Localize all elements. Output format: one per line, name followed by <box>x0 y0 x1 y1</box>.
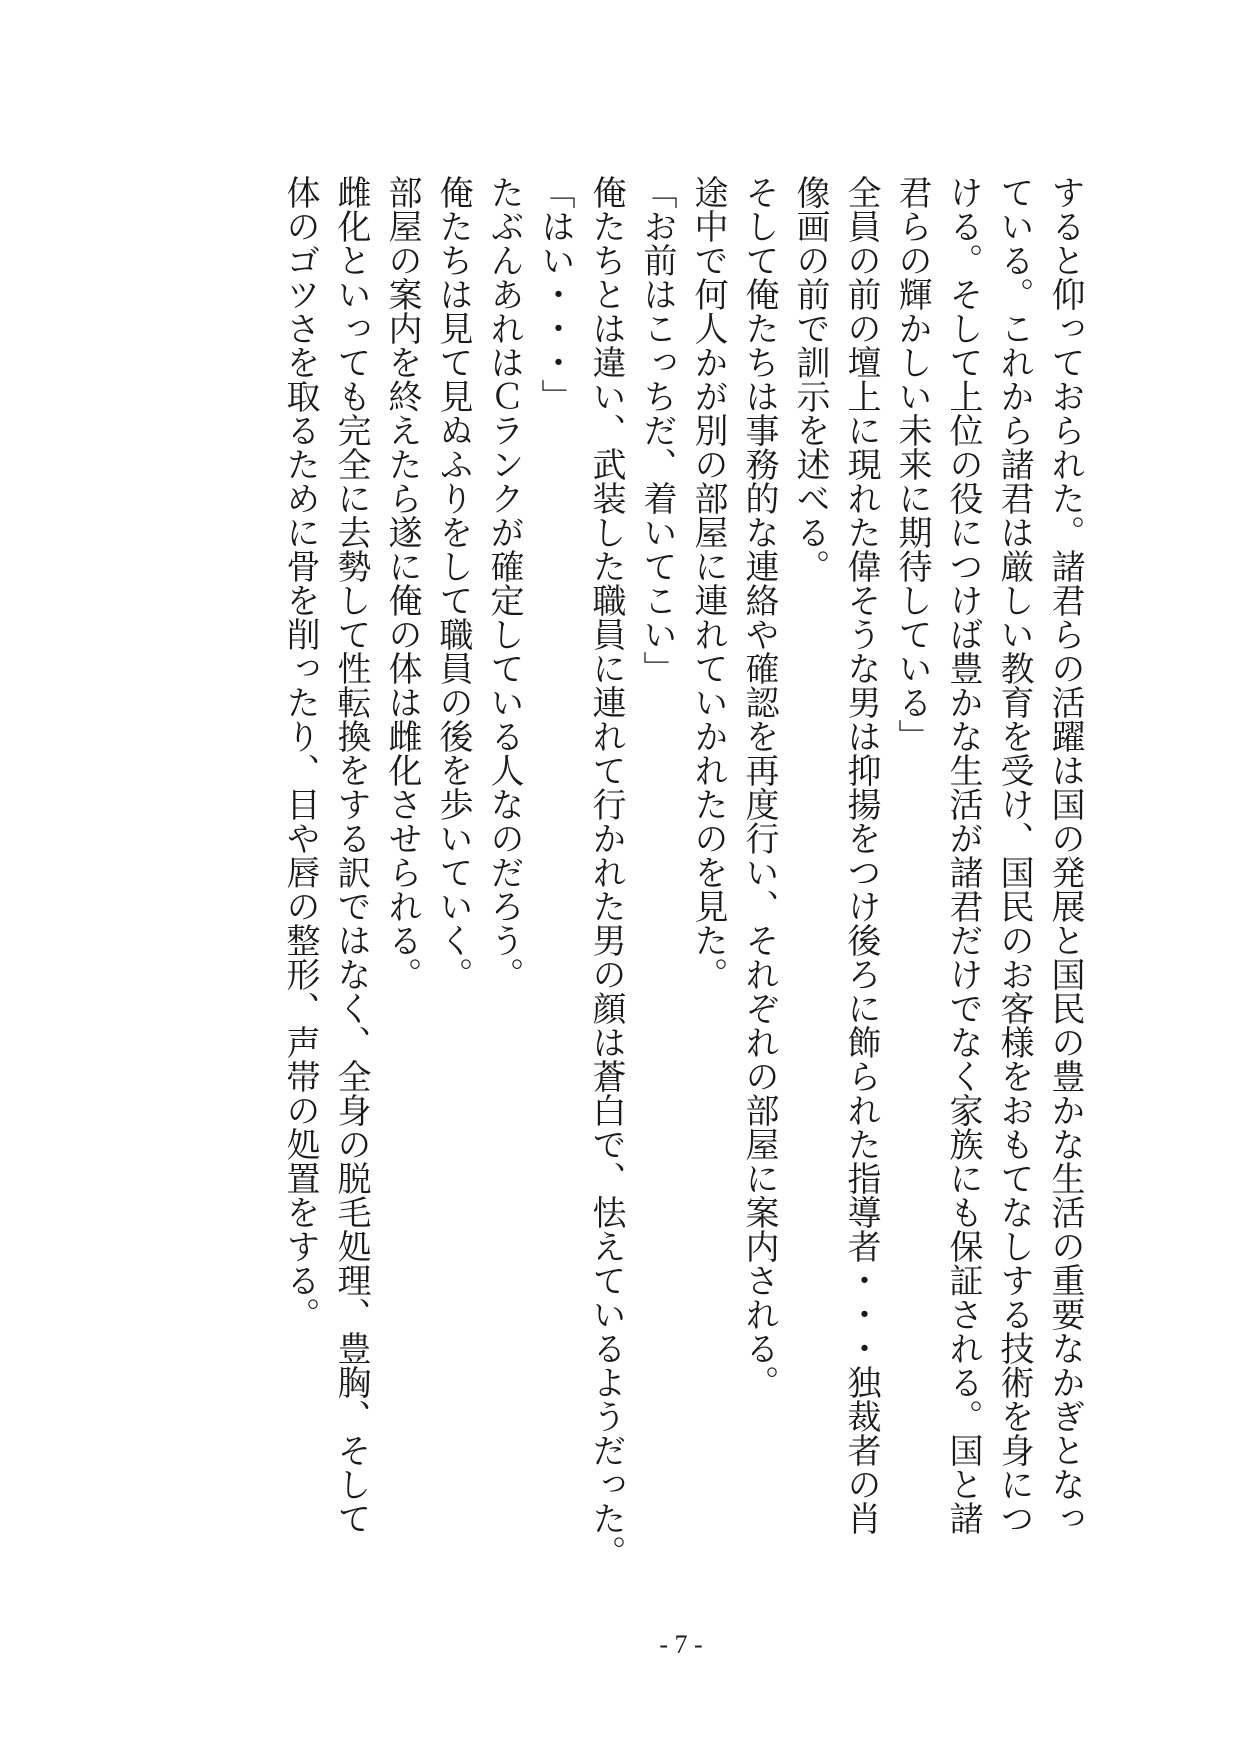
text-line: ている。これから諸君は厳しい教育を受け、国民のお客様をおもてなしする技術を身につ <box>995 175 1032 1535</box>
text-line: 体のゴツさを取るために骨を削ったり、目や唇の整形、声帯の処置をする。 <box>281 175 318 1331</box>
text-line: たぶんあれはＣランクが確定している人なのだろう。 <box>485 175 522 991</box>
text-line: 途中で何人かが別の部屋に連れていかれたのを見た。 <box>689 175 726 991</box>
text-line: 俺たちは見て見ぬふりをして職員の後を歩いていく。 <box>434 175 471 991</box>
text-line: 君らの輝かしい未来に期待している」 <box>893 175 930 753</box>
text-line: 全員の前の壇上に現れた偉そうな男は抑揚をつけ後ろに飾られた指導者・・・独裁者の肖 <box>842 175 879 1535</box>
page-footer <box>272 1630 1090 1660</box>
text-line: ける。そして上位の役につけば豊かな生活が諸君だけでなく家族にも保証される。国と諸 <box>944 175 981 1535</box>
text-line: 雌化といっても完全に去勢して性転換をする訳ではなく、全身の脱毛処理、豊胸、そして <box>332 175 369 1535</box>
text-line: そして俺たちは事務的な連絡や確認を再度行い、それぞれの部屋に案内される。 <box>740 175 777 1399</box>
text-line: 部屋の案内を終えたら遂に俺の体は雌化させられる。 <box>383 175 420 991</box>
text-line: 像画の前で訓示を述べる。 <box>791 175 828 583</box>
vertical-text-block <box>272 175 1090 1595</box>
text-line: 俺たちとは違い、武装した職員に連れて行かれた男の顔は蒼白で、怯えているようだった。 <box>587 175 624 1569</box>
page-number: - 7 - <box>659 1630 703 1659</box>
text-line: 「はい・・・」 <box>536 175 573 413</box>
text-line: 「お前はこっちだ、着いてこい」 <box>638 175 675 685</box>
text-line: すると仰っておられた。諸君らの活躍は国の発展と国民の豊かな生活の重要なかぎとなっ <box>1046 175 1083 1535</box>
